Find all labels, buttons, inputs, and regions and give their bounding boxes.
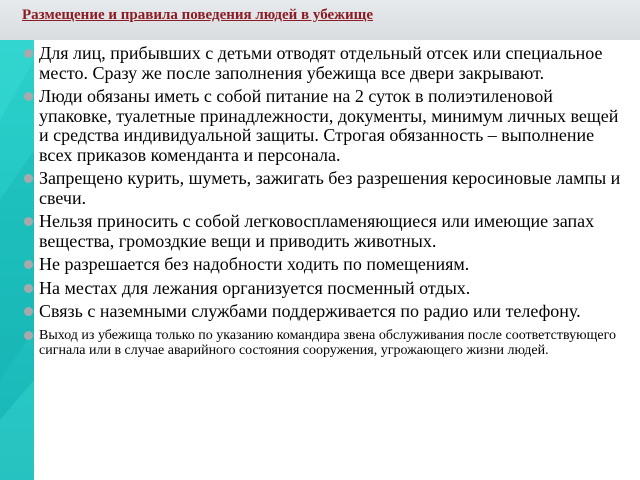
bullet-item	[24, 44, 622, 83]
bullet-text: На местах для лежания организуется посменный отдых.	[39, 277, 471, 298]
bullet-dot-icon	[24, 174, 33, 183]
bullet-text: Выход из убежища только по указанию командира звена обслуживания после соответствующего сигнала или в случае аварийного состояния сооружения, угрожающего жизни людей.	[39, 327, 616, 358]
bullet-dot-icon	[24, 49, 33, 58]
bullet-text: Запрещено курить, шуметь, зажигать без разрешения керосиновые лампы и свечи.	[39, 168, 621, 208]
bullet-item-small	[24, 328, 622, 358]
bullet-item	[24, 212, 622, 251]
bullet-text: Люди обязаны иметь с собой питание на 2 суток в полиэтиленовой упаковке, туалетные принадлежности, документы, минимум личных вещей и средства индивидуальной защиты. Строгая обязанность – выполнение всех приказов коменданта и персонала.	[39, 86, 619, 165]
bullet-item	[24, 169, 622, 208]
bullet-dot-icon	[24, 92, 33, 101]
bullet-list	[24, 44, 622, 358]
bullet-item	[24, 302, 622, 322]
bullet-item	[24, 87, 622, 165]
bullet-dot-icon	[24, 260, 33, 269]
slide-title: Размещение и правила поведения людей в убежище	[22, 7, 373, 23]
bullet-text: Нельзя приносить с собой легковоспламеняющиеся или имеющие запах вещества, громоздкие вещи и приводить животных.	[39, 211, 595, 251]
bullet-item	[24, 255, 622, 275]
bullet-text: Связь с наземными службами поддерживается по радио или телефону.	[39, 301, 581, 321]
slide-body	[24, 44, 622, 362]
bullet-dot-icon	[24, 307, 33, 316]
bullet-dot-icon	[24, 284, 33, 293]
bullet-dot-icon	[24, 331, 33, 340]
bullet-text: Для лиц, прибывших с детьми отводят отдельный отсек или специальное место. Сразу же после заполнения убежища все двери закрывают.	[39, 43, 603, 83]
bullet-text: Не разрешается без надобности ходить по помещениям.	[39, 254, 470, 274]
bullet-item	[24, 279, 622, 299]
bullet-dot-icon	[24, 217, 33, 226]
